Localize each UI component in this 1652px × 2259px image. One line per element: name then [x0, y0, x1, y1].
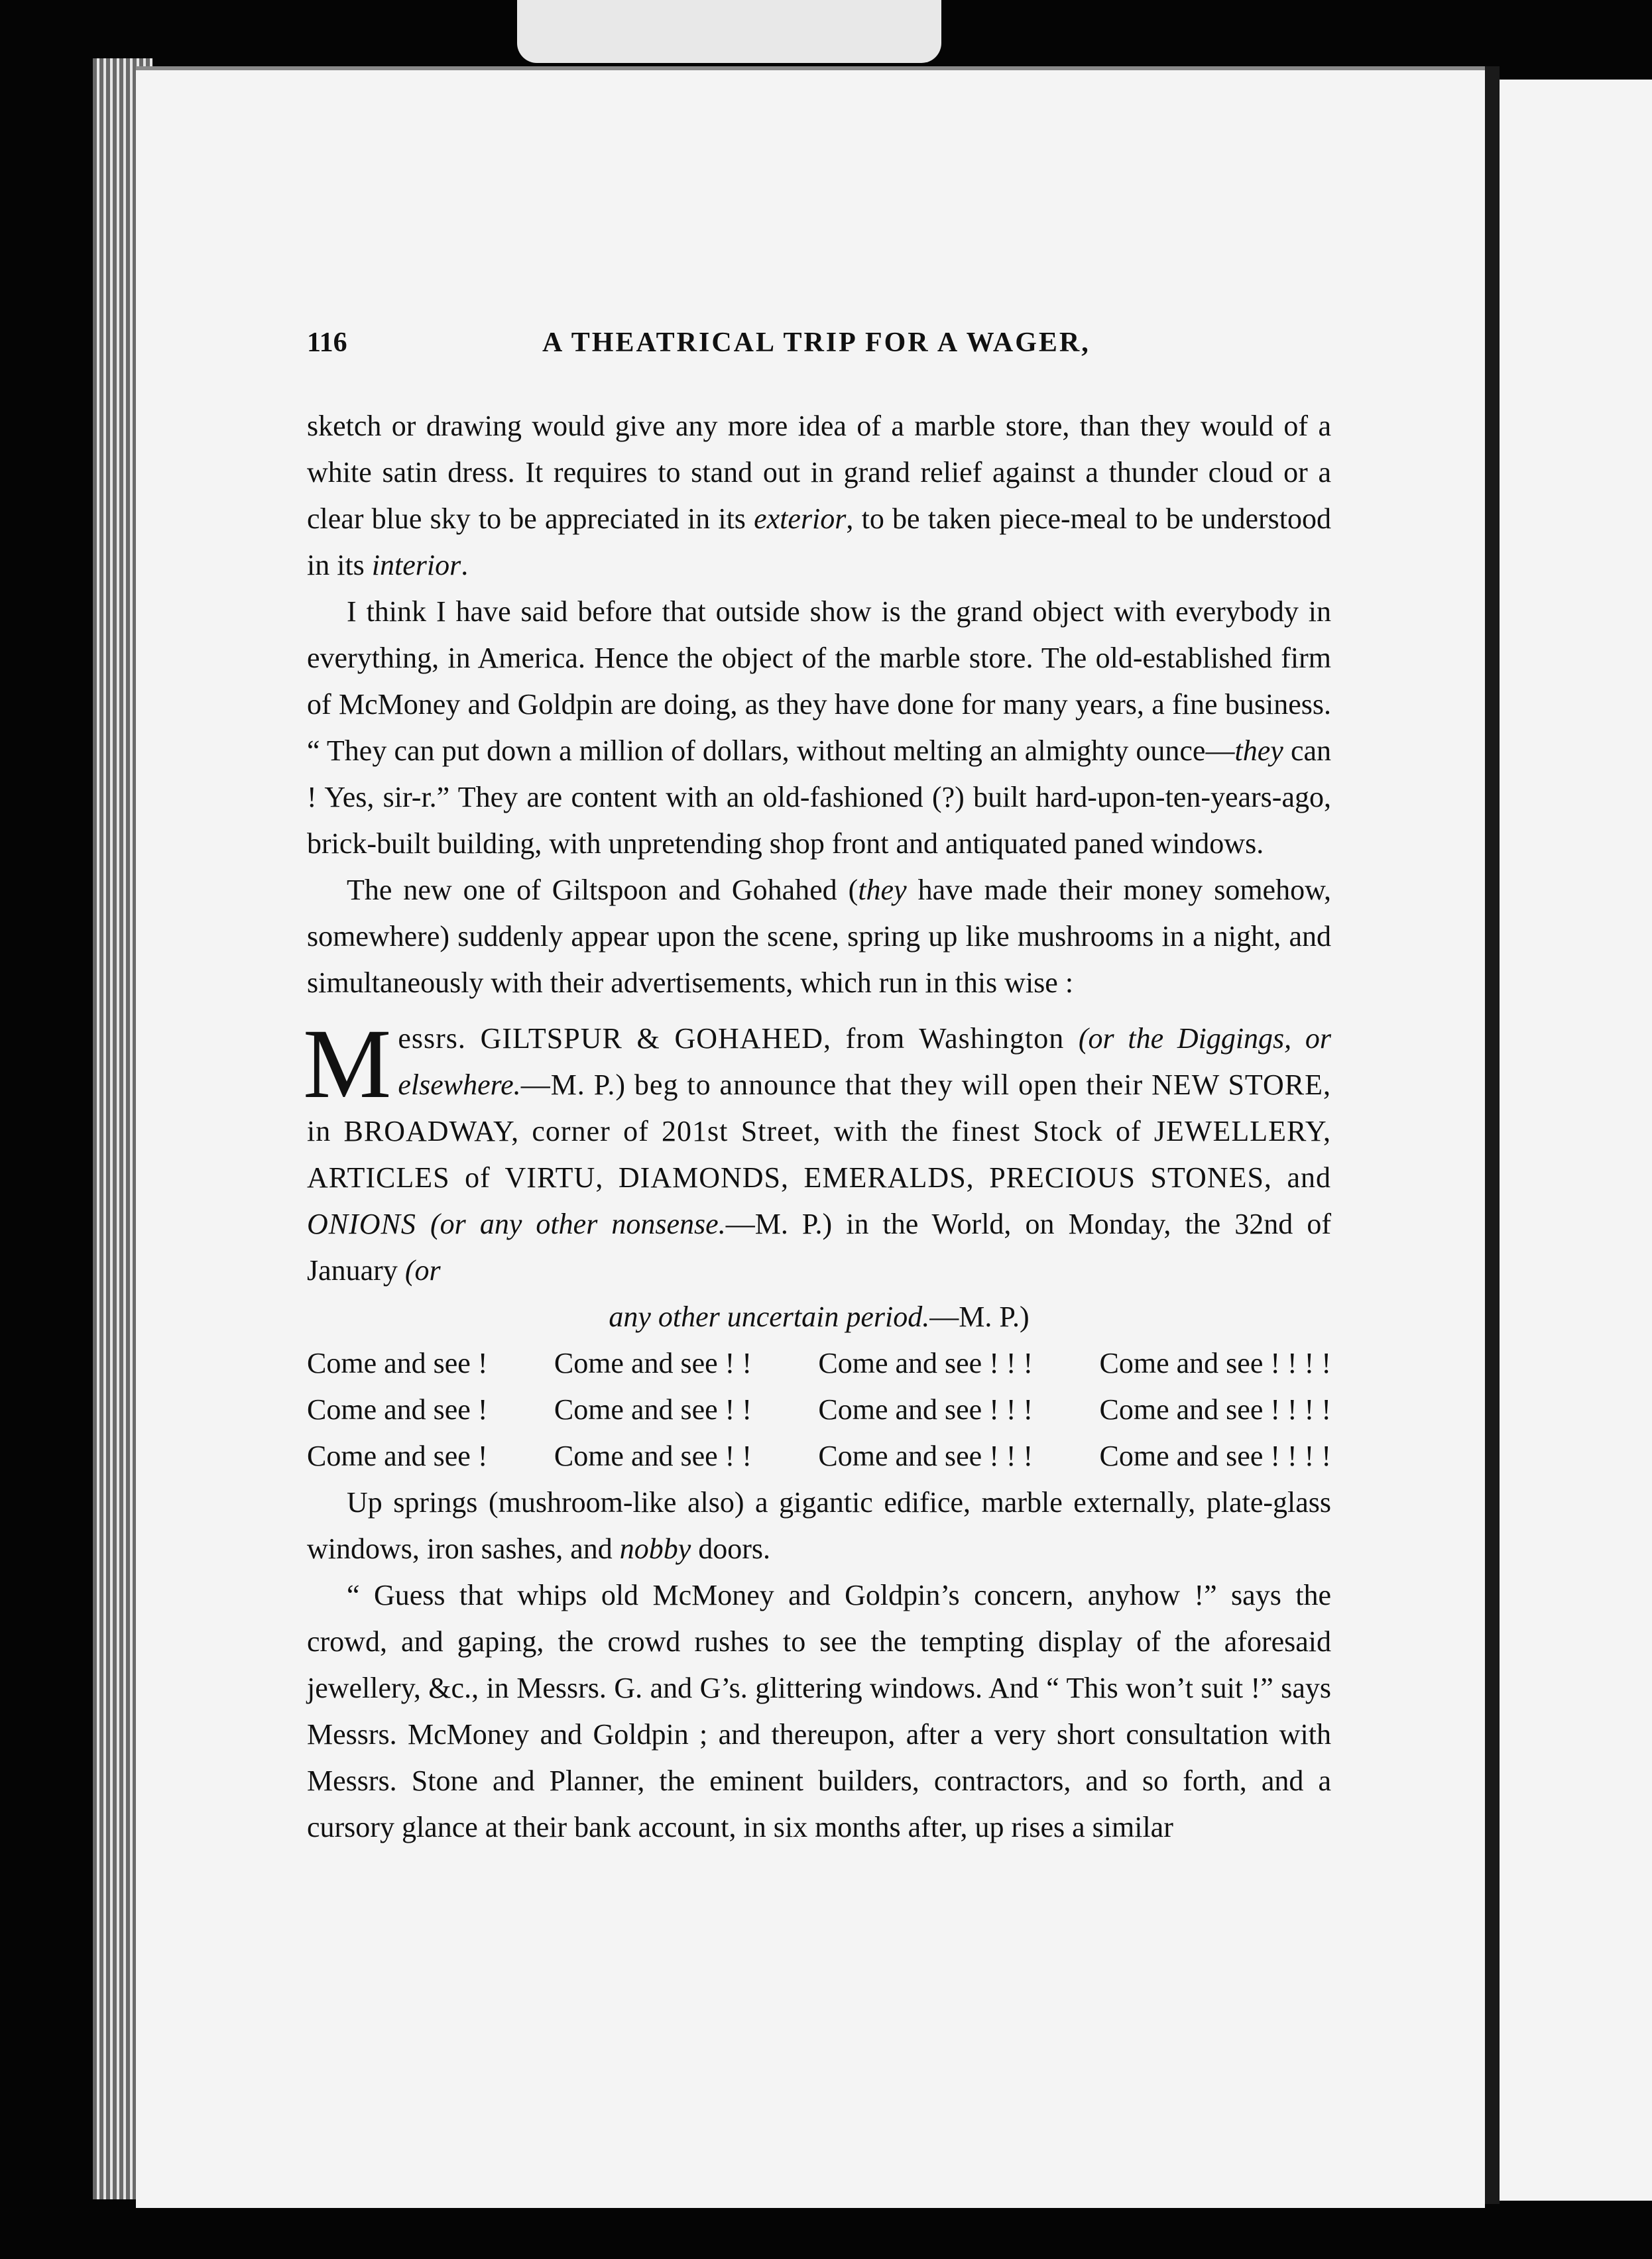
ad-text-a: essrs. GILTSPUR & GOHAHED, from Washington — [398, 1022, 1079, 1055]
advertisement — [303, 1009, 1331, 1340]
page-number: 116 — [307, 327, 347, 358]
paragraph-4-italic-nobby: nobby — [619, 1533, 691, 1565]
ad-text-c: —M. P.) beg to announce that they will open their NEW STORE, in BROADWAY, corner of 201st Street, with the finest Stock of JEWELLERY, ARTICLES of VIRTU, DIAMONDS, EMERALDS, PRECIOUS STONES, and — [307, 1069, 1331, 1194]
paragraph-2-text: I think I have said before that outside show is the grand object with everybody in everything, in America. Hence the object of the marble store. The old-established firm of McMoney and Goldpin are doing, as they have done for many years, a fine business. “ They can put down a million of dollars, without melting an almighty ounce— — [307, 595, 1331, 767]
paragraph-1-text-b: , to be taken piece-meal to be understood in its — [307, 502, 1332, 581]
chapter-title: A THEATRICAL TRIP FOR A WAGER, — [542, 327, 1091, 358]
come-and-see-3: Come and see ! ! ! — [818, 1440, 1033, 1472]
come-and-see-1: Come and see ! — [307, 1347, 488, 1379]
scanner-tab — [517, 0, 941, 63]
paragraph-2-italic-they: they — [1234, 734, 1283, 767]
paragraph-3-italic-they: they — [858, 874, 907, 906]
paragraph-4 — [307, 1479, 1331, 1572]
ad-italic-or: (or — [404, 1254, 441, 1287]
advertisement-center-line — [307, 1294, 1331, 1340]
ad-mp: —M. P.) — [929, 1301, 1030, 1333]
paragraph-5-text: “ Guess that whips old McMoney and Goldpin’s concern, anyhow !” says the crowd, and gaping, the crowd rushes to see the tempting display of the aforesaid jewellery, &c., in Messrs. G. and G’s. glittering windows. And “ This won’t suit !” says Messrs. McMoney and Goldpin ; and thereupon, after a very short consultation with Messrs. Stone and Planner, the eminent builders, contractors, and so forth, and a cursory glance at their bank account, in six months after, up rises a similar — [307, 1579, 1331, 1843]
paragraph-2-end: can ! Yes, sir-r.” They are content with an old-fashioned (?) built hard-upon-ten-years-ago, brick-built building, with unpretending shop front and antiquated paned windows. — [307, 734, 1332, 860]
paragraph-2 — [307, 589, 1331, 867]
ad-italic-nonsense: (or any other nonsense. — [430, 1208, 726, 1240]
come-and-see-line-2 — [307, 1387, 1331, 1433]
paragraph-5 — [307, 1572, 1331, 1851]
ad-italic-diggings: (or the Diggings, or elsewhere. — [398, 1022, 1331, 1101]
paragraph-4-text-a: Up springs (mushroom-like also) a gigantic edifice, marble externally, plate-glass windows, iron sashes, and — [307, 1486, 1331, 1565]
paragraph-4-text-b: doors. — [691, 1533, 771, 1565]
come-and-see-1: Come and see ! — [307, 1393, 488, 1426]
come-and-see-1: Come and see ! — [307, 1440, 488, 1472]
come-and-see-line-1 — [307, 1340, 1331, 1387]
come-and-see-2: Come and see ! ! — [554, 1347, 752, 1379]
come-and-see-3: Come and see ! ! ! — [818, 1393, 1033, 1426]
paragraph-1-italic-interior: interior — [371, 549, 461, 581]
ad-text-e: —M. P.) in the World, on Monday, the 32nd of January — [307, 1208, 1331, 1287]
facing-page-edge — [1500, 80, 1652, 2201]
come-and-see-4: Come and see ! ! ! ! — [1099, 1393, 1331, 1426]
paragraph-1 — [307, 403, 1331, 589]
body-text — [303, 403, 1332, 1851]
come-and-see-2: Come and see ! ! — [554, 1440, 752, 1472]
ad-italic-period: any other uncertain period. — [609, 1301, 930, 1333]
paragraph-1-end: . — [461, 549, 469, 581]
drop-cap: M — [303, 1009, 392, 1119]
advertisement-body — [307, 1015, 1331, 1294]
come-and-see-4: Come and see ! ! ! ! — [1099, 1440, 1331, 1472]
ad-italic-onions: ONIONS — [307, 1208, 416, 1240]
running-head — [307, 321, 1321, 368]
come-and-see-line-3 — [307, 1433, 1331, 1479]
come-and-see-3: Come and see ! ! ! — [818, 1347, 1033, 1379]
paragraph-1-text: sketch or drawing would give any more idea of a marble store, than they would of a white satin dress. It requires to stand out in grand relief against a thunder cloud or a clear blue sky to be appreciated in its — [307, 410, 1331, 535]
come-and-see-2: Come and see ! ! — [554, 1393, 752, 1426]
paragraph-3-text-a: The new one of Giltspoon and Gohahed ( — [347, 874, 858, 906]
page-gutter — [1485, 66, 1500, 2204]
come-and-see-4: Come and see ! ! ! ! — [1099, 1347, 1331, 1379]
paragraph-3-text-b: have made their money somehow, somewhere) suddenly appear upon the scene, spring up like mushrooms in a night, and simultaneously with their advertisements, which run in this wise : — [307, 874, 1332, 999]
paragraph-1-italic-exterior: exterior — [754, 502, 847, 535]
paragraph-3 — [307, 867, 1331, 1006]
